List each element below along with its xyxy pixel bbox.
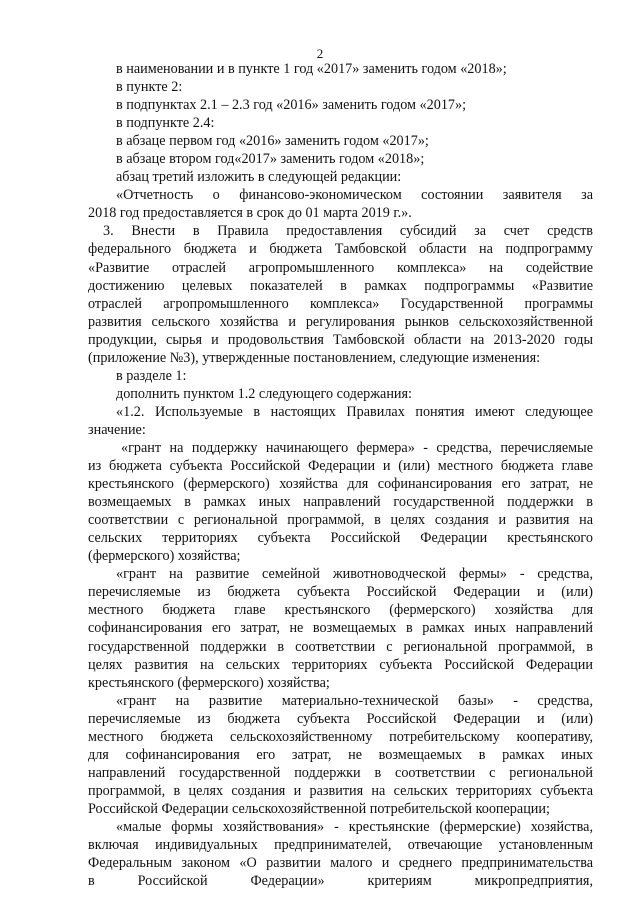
text-line: в абзаце первом год «2016» заменить годом «2017»; xyxy=(116,133,429,150)
text-line: федерального бюджета и бюджета Тамбовской области на подпрограмму xyxy=(88,241,593,258)
text-line: сельских территориях субъекта Российской Федерации крестьянского xyxy=(88,530,593,547)
text-line: 3. Внести в Правила предоставления субсидий за счет средств xyxy=(103,223,593,240)
text-line: 2018 год предоставляется в срок до 01 марта 2019 г.». xyxy=(88,205,412,222)
text-line: «1.2. Используемые в настоящих Правилах понятия имеют следующее xyxy=(116,403,593,420)
paragraph xyxy=(88,150,593,168)
text-line: отраслей агропромышленного комплекса» Государственной программы xyxy=(88,295,593,312)
text-line: «грант на развитие материально-технической базы» - средства, xyxy=(116,692,593,709)
text-line: в абзаце втором год«2017» заменить годом «2018»; xyxy=(116,151,425,168)
text-line: «малые формы хозяйствования» - крестьянские (фермерские) хозяйства, xyxy=(116,818,593,835)
paragraph xyxy=(88,132,593,150)
paragraph xyxy=(88,114,593,132)
text-line: Российской Федерации сельскохозяйственной потребительской кооперации; xyxy=(88,800,550,817)
paragraph xyxy=(88,565,593,691)
paragraph xyxy=(88,222,593,366)
paragraph xyxy=(88,168,593,186)
text-line: значение: xyxy=(88,421,146,438)
text-line: перечисляемые из бюджета субъекта Российской Федерации и (или) xyxy=(88,710,593,727)
text-line: софинансирования его затрат, не возмещаемых в рамках иных направлений xyxy=(88,620,593,637)
text-line: местного бюджета главе крестьянского (фермерского) хозяйства для xyxy=(88,602,593,619)
paragraph xyxy=(88,367,593,385)
paragraph xyxy=(88,96,593,114)
paragraph xyxy=(88,692,593,818)
paragraph xyxy=(88,403,593,439)
paragraph xyxy=(88,78,593,96)
text-line: «Развитие отраслей агропромышленного комплекса» на содействие xyxy=(88,259,593,276)
text-line: направлений государственной поддержки в соответствии с региональной xyxy=(88,764,593,781)
paragraph xyxy=(88,60,593,78)
text-line: местного бюджета сельскохозяйственному потребительскому кооперативу, xyxy=(88,728,593,745)
text-line: (приложение №3), утвержденные постановлением, следующие изменения: xyxy=(88,349,541,366)
text-line: возмещаемых в рамках иных направлений государственной поддержки в xyxy=(88,494,593,511)
text-line: целях развития на сельских территориях субъекта Российской Федерации xyxy=(88,656,593,673)
text-line: включая индивидуальных предпринимателей, отвечающие установленным xyxy=(88,837,593,854)
text-line: крестьянского (фермерского) хозяйства; xyxy=(88,674,330,691)
text-line: в наименовании и в пункте 1 год «2017» заменить годом «2018»; xyxy=(116,61,507,77)
text-line: продукции, сырья и продовольствия Тамбовской области на 2013-2020 годы xyxy=(88,331,593,348)
text-line: в пункте 2: xyxy=(116,79,183,96)
text-line: из бюджета субъекта Российской Федерации и (или) местного бюджета главе xyxy=(88,458,593,475)
text-line: в подпункте 2.4: xyxy=(116,115,215,132)
text-line: «грант на поддержку начинающего фермера» - средства, перечисляемые xyxy=(121,439,593,456)
text-line: достижению целевых показателей в рамках подпрограммы «Развитие xyxy=(88,277,593,294)
paragraph xyxy=(88,186,593,222)
text-line: соответствии с региональной программой, в целях создания и развития на xyxy=(88,512,593,529)
text-line: «Отчетность о финансово-экономическом состоянии заявителя за xyxy=(116,187,593,204)
text-line: в Российской Федерации» критериям микропредприятия, xyxy=(88,873,593,890)
text-line: (фермерского) хозяйства; xyxy=(88,548,241,565)
paragraph xyxy=(88,439,593,565)
text-line: программой, в целях создания и развития на сельских территориях субъекта xyxy=(88,782,593,799)
text-line: дополнить пунктом 1.2 следующего содержания: xyxy=(116,385,412,402)
page-number: 2 xyxy=(316,46,324,61)
text-line: крестьянского (фермерского) хозяйства для софинансирования его затрат, не xyxy=(88,476,593,493)
text-line: перечисляемые из бюджета субъекта Российской Федерации и (или) xyxy=(88,584,593,601)
text-line: для софинансирования его затрат, не возмещаемых в рамках иных xyxy=(88,746,593,763)
text-line: в разделе 1: xyxy=(116,367,187,384)
text-line: абзац третий изложить в следующей редакции: xyxy=(116,169,402,186)
text-line: «грант на развитие семейной животноводческой фермы» - средства, xyxy=(116,566,593,583)
paragraph xyxy=(88,385,593,403)
text-line: государственной поддержки в соответствии с региональной программой, в xyxy=(88,638,593,655)
text-line: Федеральным законом «О развитии малого и среднего предпринимательства xyxy=(88,855,593,872)
text-line: развития сельского хозяйства и регулирования рынков сельскохозяйственной xyxy=(88,313,593,330)
paragraph xyxy=(88,818,593,890)
document-body xyxy=(88,60,593,890)
text-line: в подпунктах 2.1 – 2.3 год «2016» заменить годом «2017»; xyxy=(116,97,467,114)
